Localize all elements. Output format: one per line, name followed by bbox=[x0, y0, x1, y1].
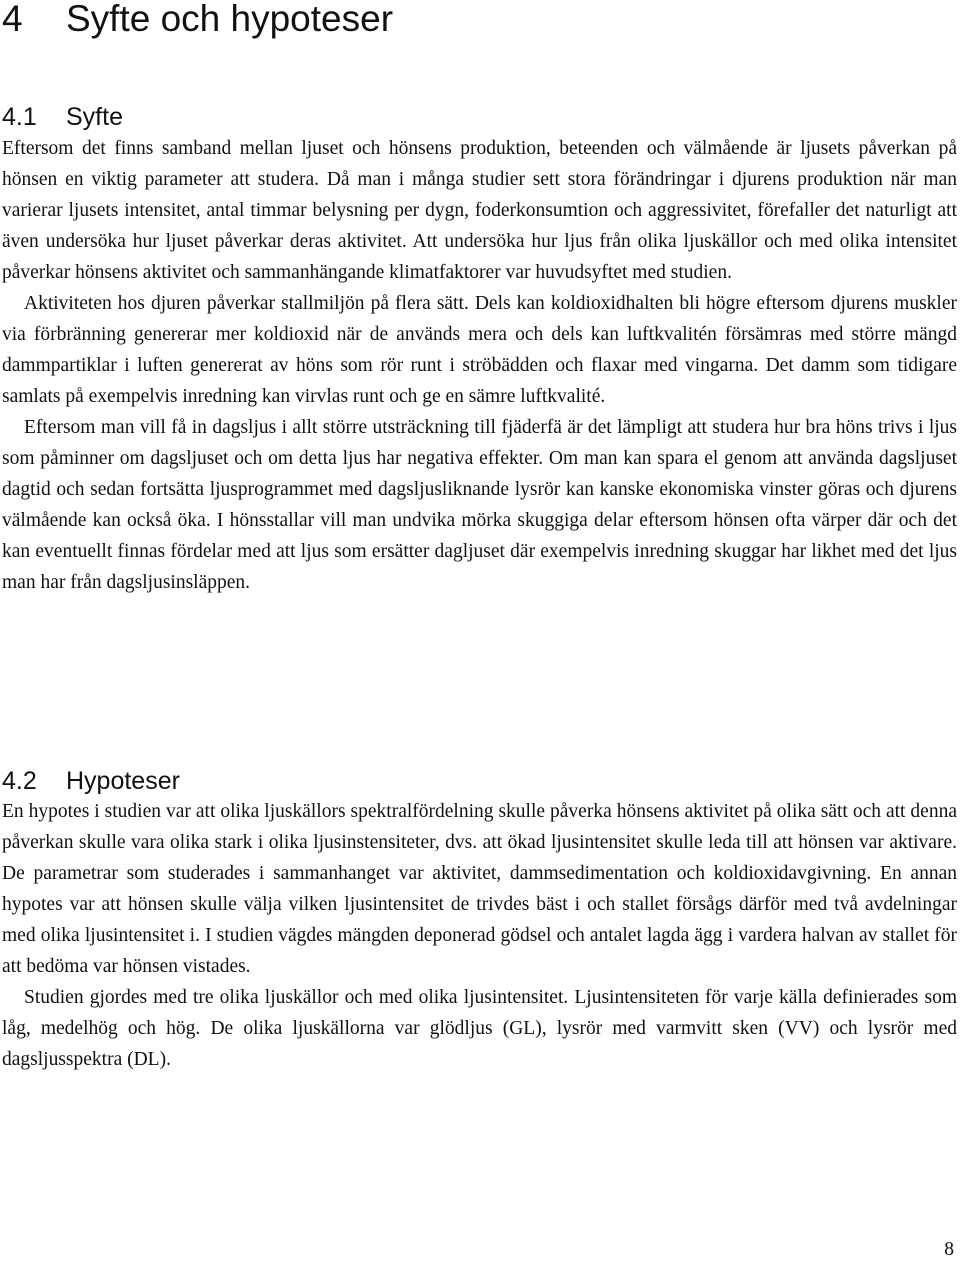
body-paragraph: En hypotes i studien var att olika ljuskällors spektralfördelning skulle påverka hönsens aktivitet på olika sätt och att denna påverkan skulle vara olika stark i olika ljusinstensiteter, dvs. att ökad ljusintensitet skulle leda till att hönsen var aktivare. De parametrar som studerades i sammanhanget var aktivitet, dammsedimentation och koldioxidavgivning. En annan hypotes var att hönsen skulle välja vilken ljusintensitet de trivdes bäst i och stallet försågs därför med två avdelningar med olika ljusintensitet i. I studien vägdes mängden deponerad gödsel och antalet lagda ägg i vardera halvan av stallet för att bedöma var hönsen vistades. bbox=[2, 801, 957, 977]
section-heading-hypoteser bbox=[2, 764, 180, 798]
chapter-heading bbox=[2, 0, 393, 44]
body-paragraph: Studien gjordes med tre olika ljuskällor och med olika ljusintensitet. Ljusintensiteten för varje källa definierades som låg, medelhög och hög. De olika ljuskällorna var glödljus (GL), lysrör med varmvitt sken (VV) och lysrör med dagsljusspektra (DL). bbox=[2, 987, 957, 1070]
body-paragraph: Eftersom det finns samband mellan ljuset och hönsens produktion, beteenden och välmående är ljusets påverkan på hönsen en viktig parameter att studera. Då man i många studier sett stora förändringar i djurens produktion när man varierar ljusets intensitet, antal timmar belysning per dygn, foderkonsumtion och aggressivitet, förefaller det naturligt att även undersöka hur ljuset påverkar deras aktivitet. Att undersöka hur ljus från olika ljuskällor och med olika intensitet påverkar hönsens aktivitet och sammanhängande klimatfaktorer var huvudsyftet med studien. bbox=[2, 138, 957, 283]
section-body-hypoteser bbox=[2, 796, 957, 1075]
section-body-syfte bbox=[2, 133, 957, 598]
section-title: Syfte bbox=[66, 103, 123, 131]
chapter-number: 4 bbox=[2, 0, 23, 39]
section-heading-syfte bbox=[2, 100, 123, 134]
body-paragraph: Aktiviteten hos djuren påverkar stallmiljön på flera sätt. Dels kan koldioxidhalten bli högre eftersom djurens muskler via förbränning genererar mer koldioxid när de används mera och dels kan luftkvalitén försämras med större mängd dammpartiklar i luften genererat av höns som rör runt i ströbädden och flaxar med vingarna. Det damm som tidigare samlats på exempelvis inredning kan virvlas runt och ge en sämre luftkvalité. bbox=[2, 293, 957, 407]
page-number: 8 bbox=[944, 1239, 954, 1260]
chapter-title: Syfte och hypoteser bbox=[66, 0, 394, 39]
section-number: 4.1 bbox=[2, 103, 37, 131]
section-number: 4.2 bbox=[2, 767, 37, 795]
section-title: Hypoteser bbox=[66, 767, 180, 795]
body-paragraph: Eftersom man vill få in dagsljus i allt större utsträckning till fjäderfä är det lämpligt att studera hur bra höns trivs i ljus som påminner om dagsljuset och om detta ljus har negativa effekter. Om man kan spara el genom att använda dagsljuset dagtid och sedan fortsätta ljusprogrammet med dagsljusliknande lysrör kan kanske ekonomiska vinster göras och djurens välmående kan också öka. I hönsstallar vill man undvika mörka skuggiga delar eftersom hönsen ofta värper där och det kan eventuellt finnas fördelar med att ljus som ersätter dagljuset där exempelvis inredning skuggar har likhet med det ljus man har från dagsljusinsläppen. bbox=[2, 417, 957, 593]
